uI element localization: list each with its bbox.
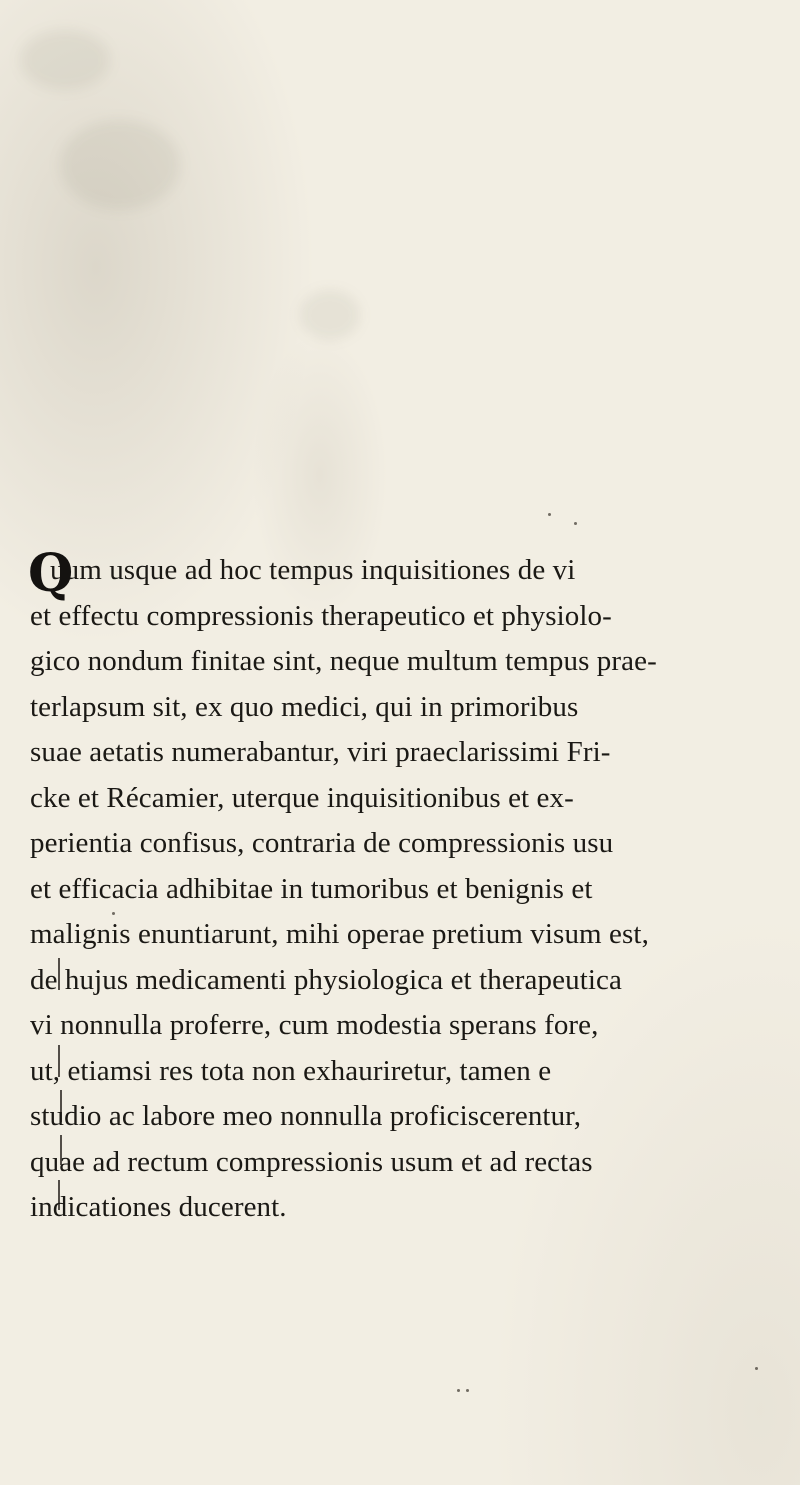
text-line: suae aetatis numerabantur, viri praeclarissimi Fri- [30, 736, 611, 768]
text-line: ut, etiamsi res tota non exhauriretur, tamen e [30, 1054, 552, 1087]
text-line: studio ac labore meo nonnulla proficiscerentur, [30, 1100, 582, 1132]
text-line: vi nonnulla proferre, cum modestia sperans fore, [30, 1009, 599, 1041]
drop-initial: Q [28, 543, 74, 604]
text-line: quae ad rectum compressionis usum et ad rectas [30, 1145, 593, 1178]
text-line: et efficacia adhibitae in tumoribus et benignis et [30, 872, 593, 905]
text-line: malignis enuntiarunt, mihi operae pretium visum est, [30, 918, 649, 950]
text-line: indicationes ducerent. [30, 1191, 287, 1223]
paper-stain [300, 290, 360, 340]
text-line: cke et Récamier, uterque inquisitionibus et ex- [30, 781, 574, 814]
paper-speck [457, 1389, 460, 1392]
text-line: terlapsum sit, ex quo medici, qui in primoribus [30, 690, 579, 723]
text-line: gico nondum finitae sint, neque multum tempus prae- [30, 645, 657, 677]
paper-stain [60, 120, 180, 210]
text-line: uum usque ad hoc tempus inquisitiones de vi [50, 554, 576, 586]
paper-speck [574, 522, 577, 525]
text-line: perientia confisus, contraria de compressionis usu [30, 827, 614, 859]
body-paragraph [28, 543, 770, 1231]
paper-stain [20, 30, 110, 90]
paper-speck [548, 513, 551, 516]
text-line: de hujus medicamenti physiologica et therapeutica [30, 963, 622, 996]
paper-speck [466, 1389, 469, 1392]
text-line: et effectu compressionis therapeutico et physiolo- [30, 599, 612, 632]
paper-speck [755, 1367, 758, 1370]
